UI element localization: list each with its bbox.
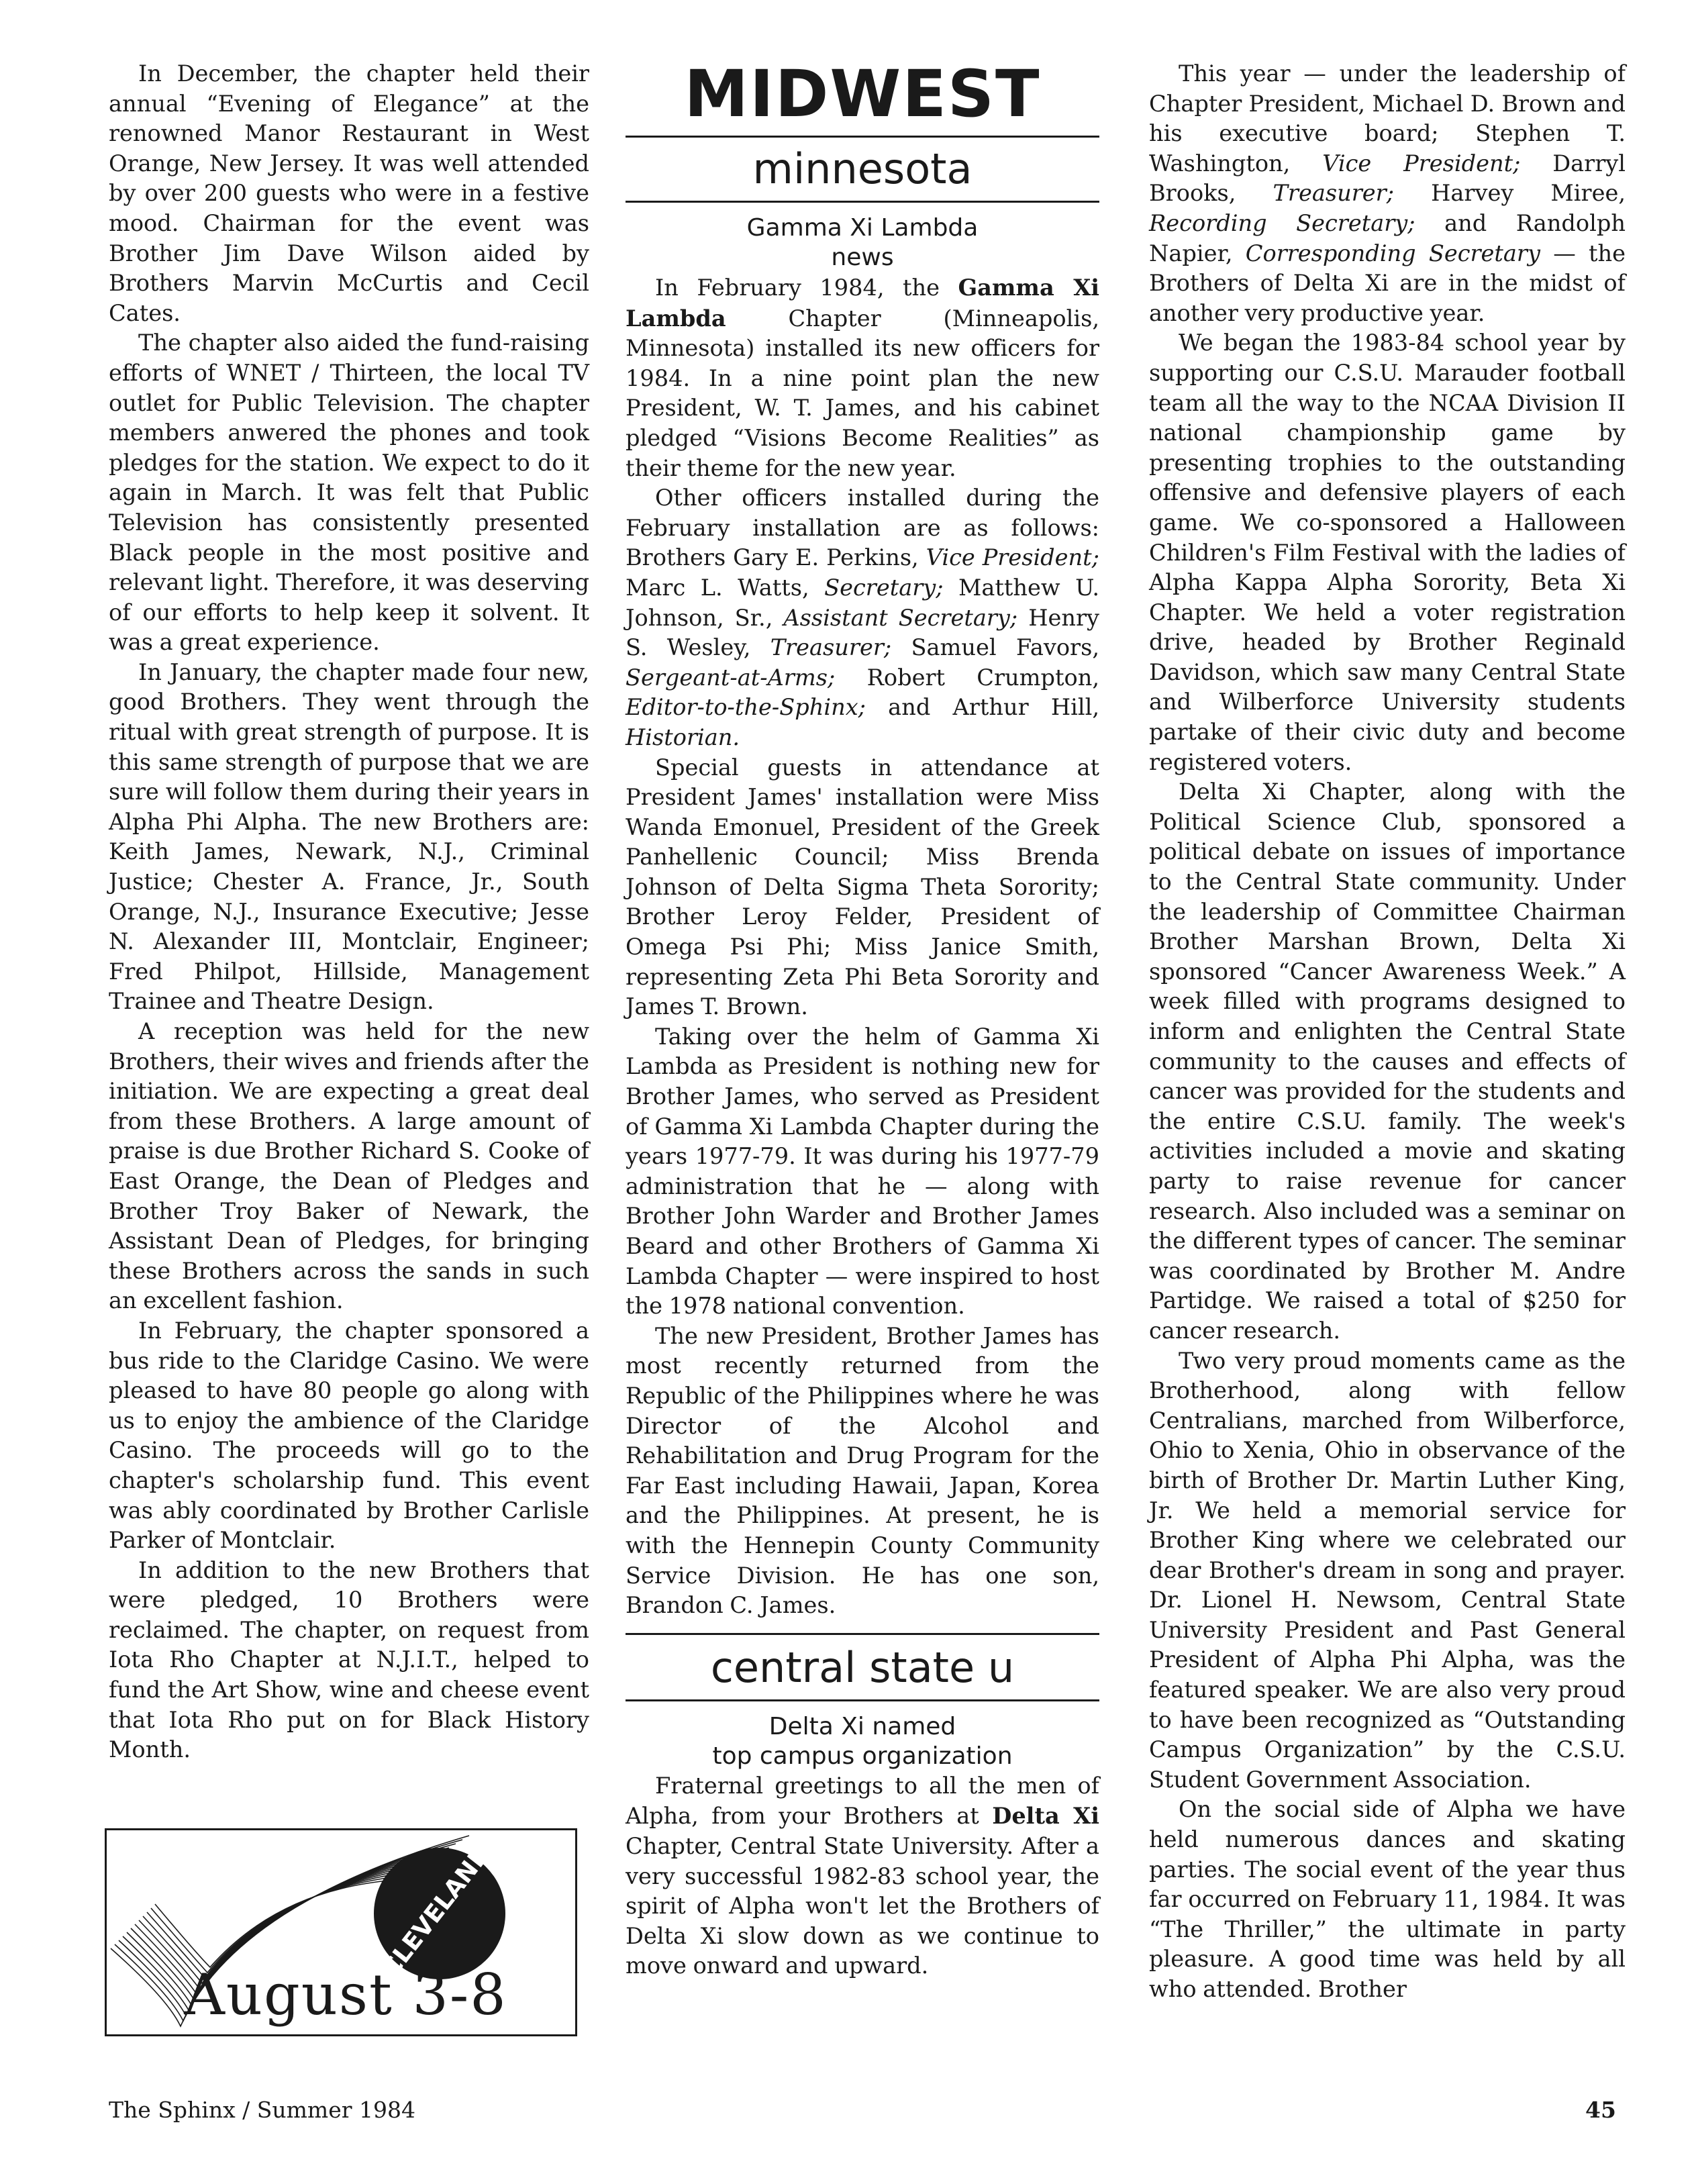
- chapter-name: Delta Xi: [992, 1802, 1099, 1830]
- headline-line: top campus organization: [712, 1742, 1013, 1770]
- col3-paragraph: [1149, 59, 1626, 328]
- officer-title: Secretary;: [824, 574, 944, 601]
- column-2: [626, 56, 1100, 1981]
- headline-line: news: [831, 244, 894, 271]
- text-run: Marc L. Watts,: [626, 574, 825, 601]
- officer-title: Corresponding Secretary: [1245, 240, 1540, 266]
- page-number: 45: [1585, 2097, 1616, 2123]
- col2-paragraph: Taking over the helm of Gamma Xi Lambda as President is nothing new for Brother James, who served as President of Gamma Xi Lambda Chapter during the years 1977-79. It was during his 1977-79 administration that he — along with Brother John Warder and Brother James Beard and other Brothers of Gamma Xi Lambda Chapter — were inspired to host the 1978 national convention.: [626, 1023, 1099, 1320]
- text-run: and Arthur Hill,: [865, 694, 1099, 721]
- text-run: Matthew U. Johnson, Sr.,: [626, 574, 1099, 631]
- text-run: Harvey Miree,: [1394, 180, 1626, 207]
- divider-rule: [626, 1699, 1099, 1701]
- col3-paragraph: On the social side of Alpha we have held numerous dances and skating parties. The social event of the year thus far occurred on February 11, 1984. It was “The Thriller,” the ultimate in party pleasure. A good time was held by all who attended. Brother: [1149, 1796, 1626, 2002]
- divider-rule: [626, 201, 1099, 203]
- col3-paragraph: Delta Xi Chapter, along with the Political Science Club, sponsored a political debate on issues of importance to the Central State community. Under the leadership of Committee Chairman Brother Marshan Brown, Delta Xi sponsored “Cancer Awareness Week.” A week filled with programs designed to inform and enlighten the Central State community to the causes and effects of cancer was provided for the students and the entire C.S.U. family. The week's activities included a movie and skating party to raise revenue for cancer research. Also included was a seminar on the different types of cancer. The seminar was coordinated by Brother M. Andre Partidge. We raised a total of $250 for cancer research.: [1149, 779, 1626, 1344]
- col1-paragraph: In January, the chapter made four new, good Brothers. They went through the ritual with great strength of purpose. It is this same strength of purpose that we are sure will follow them during their years in Alpha Phi Alpha. The new Brothers are: Keith James, Newark, N.J., Criminal Justice; Chester A. France, Jr., South Orange, N.J., Insurance Executive; Jesse N. Alexander III, Montclair, Engineer; Fred Philpot, Hillside, Management Trainee and Theatre Design.: [109, 658, 589, 1015]
- col2-paragraph: [626, 1771, 1099, 1981]
- state-heading-central-state: central state u: [710, 1642, 1015, 1692]
- text-run: In February 1984, the: [655, 275, 958, 301]
- officer-title: Assistant Secretary;: [783, 604, 1018, 631]
- divider-rule: [626, 1633, 1099, 1635]
- officer-title: Editor-to-the-Sphinx;: [626, 694, 866, 721]
- text-run: Henry S. Wesley,: [626, 604, 1099, 661]
- region-heading: MIDWEST: [684, 56, 1041, 132]
- col1-paragraph: In December, the chapter held their annual “Evening of Elegance” at the renowned Manor Restaurant in West Orange, New Jersey. It was well attended by over 200 guests who were in a festive mood. Chairman for the event was Brother Jim Dave Wilson aided by Brothers Marvin McCurtis and Cecil Cates.: [109, 60, 589, 326]
- headline-line: Gamma Xi Lambda: [746, 214, 979, 242]
- officer-title: Treasurer;: [770, 634, 892, 661]
- convention-dates: August 3-8: [184, 1962, 507, 2028]
- text-run: Chapter (Minneapolis, Minnesota) installed its new officers for 1984. In a nine point plan the new President, W. T. James, and his cabinet pledged “Visions Become Realities” as their theme for the new year.: [626, 305, 1099, 481]
- article-headline: [626, 1712, 1099, 1771]
- officer-title: Vice President;: [926, 544, 1099, 571]
- text-run: Fraternal greetings to all the men of Alpha, from your Brothers at: [626, 1772, 1099, 1830]
- officer-title: Treasurer;: [1273, 180, 1395, 207]
- col2-paragraph: Special guests in attendance at President James' installation were Miss Wanda Emonuel, President of the Greek Panhellenic Council; Miss Brenda Johnson of Delta Sigma Theta Sorority; Brother Leroy Felder, President of Omega Psi Phi; Miss Janice Smith, representing Zeta Phi Beta Sorority and James T. Brown.: [626, 754, 1099, 1020]
- text-run: — the Brothers of Delta Xi are in the midst of another very productive year.: [1149, 240, 1626, 326]
- footer-publication: The Sphinx / Summer 1984: [109, 2097, 416, 2123]
- col1-paragraph: In February, the chapter sponsored a bus ride to the Claridge Casino. We were pleased to have 80 people go along with us to enjoy the ambience of the Claridge Casino. The proceeds will go to the chapter's scholarship fund. This event was ably coordinated by Brother Carlisle Parker of Montclair.: [109, 1317, 589, 1554]
- col3-paragraph: We began the 1983-84 school year by supporting our C.S.U. Marauder football team all the way to the NCAA Division II national championship game by presenting trophies to the outstanding offensive and defensive players of each game. We co-sponsored a Halloween Children's Film Festival with the ladies of Alpha Kappa Alpha Sorority, Beta Xi Chapter. We held a voter registration drive, headed by Brother Reginald Davidson, which saw many Central State and Wilberforce University students partake of their civic duty and become registered voters.: [1149, 330, 1626, 775]
- article-headline: [626, 213, 1099, 272]
- officer-title: Vice President;: [1322, 150, 1521, 177]
- text-run: Chapter, Central State University. After a very successful 1982-83 school year, the spirit of Alpha won't let the Brothers of Delta Xi slow down as we continue to move onward and upward.: [626, 1832, 1099, 1979]
- text-run: and Randolph Napier,: [1149, 209, 1626, 266]
- col2-paragraph: The new President, Brother James has most recently returned from the Republic of the Philippines where he was Director of the Alcohol and Rehabilitation and Drug Program for the Far East including Hawaii, Japan, Korea and the Philippines. At present, he is with the Hennepin County Community Service Division. He has one son, Brandon C. James.: [626, 1322, 1099, 1619]
- text-run: This year — under the leadership of Chapter President, Michael D. Brown and his executive board; Stephen T. Washington,: [1149, 60, 1626, 177]
- col2-paragraph: [626, 483, 1099, 752]
- col1-paragraph: In addition to the new Brothers that were pledged, 10 Brothers were reclaimed. The chapter, on request from Iota Rho Chapter at N.J.I.T., helped to fund the Art Show, wine and cheese event that Iota Rho put on for Black History Month.: [109, 1556, 589, 1763]
- headline-line: Delta Xi named: [768, 1712, 956, 1740]
- officer-title: Recording Secretary;: [1149, 209, 1415, 236]
- text-run: Samuel Favors,: [891, 634, 1100, 661]
- col3-paragraph: Two very proud moments came as the Brotherhood, along with fellow Centralians, marched from Wilberforce, Ohio to Xenia, Ohio in observance of the birth of Brother Dr. Martin Luther King, Jr. We held a memorial service for Brother King where we celebrated our dear Brother's dream in song and prayer. Dr. Lionel H. Newsom, Central State University President and Past General President of Alpha Phi Alpha, was the featured speaker. We are also very proud to have been recognized as “Outstanding Campus Organization” by the C.S.U. Student Government Association.: [1149, 1347, 1626, 1793]
- divider-rule: [626, 136, 1099, 138]
- text-run: Darryl Brooks,: [1149, 150, 1626, 207]
- state-heading-minnesota: minnesota: [752, 144, 973, 193]
- column-3: [1149, 59, 1626, 2005]
- column-1: [109, 59, 589, 1765]
- city-label: CLEVELAND: [377, 1840, 497, 1983]
- chapter-name: Gamma Xi Lambda: [626, 274, 1099, 332]
- swoosh-graphic: [107, 1830, 575, 2034]
- col1-paragraph: The chapter also aided the fund-raising efforts of WNET / Thirteen, the local TV outlet for Public Television. The chapter members anwered the phones and took pledges for the station. We expect to do it again in March. It was felt that Public Television has consistently presented Black people in the most positive and relevant light. Therefore, it was deserving of our efforts to help keep it solvent. It was a great experience.: [109, 330, 589, 656]
- officer-title: Sergeant-at-Arms;: [626, 664, 836, 691]
- officer-title: Historian.: [626, 724, 740, 750]
- convention-ad-graphic: [105, 1828, 577, 2036]
- text-run: Robert Crumpton,: [835, 664, 1099, 691]
- text-run: Other officers installed during the February installation are as follows: Brothers Gary E. Perkins,: [626, 485, 1099, 571]
- col2-paragraph: [626, 272, 1099, 483]
- col1-paragraph: A reception was held for the new Brothers, their wives and friends after the initiation. We are expecting a great deal from these Brothers. A large amount of praise is due Brother Richard S. Cooke of East Orange, the Dean of Pledges and Brother Troy Baker of Newark, the Assistant Dean of Pledges, for bringing these Brothers across the sands in such an excellent fashion.: [109, 1018, 589, 1314]
